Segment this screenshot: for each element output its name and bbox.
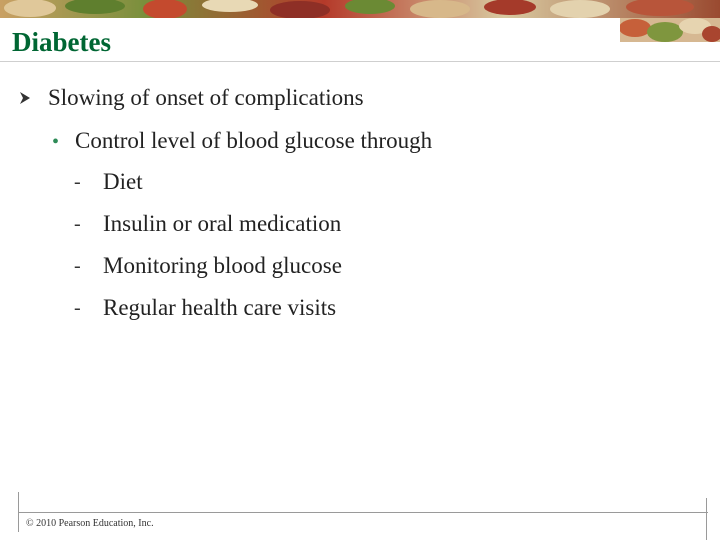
dash-bullet-icon: -: [74, 213, 81, 235]
title-divider: [0, 61, 720, 62]
food-banner-image: [0, 0, 720, 18]
dot-bullet-icon: •: [52, 131, 60, 153]
arrow-bullet-icon: [18, 84, 36, 112]
sub-item-diet: Diet: [103, 169, 143, 194]
food-banner-corner-image: [620, 18, 720, 42]
copyright-notice: © 2010 Pearson Education, Inc.: [26, 518, 154, 529]
footer-right-rule: [706, 498, 707, 540]
dash-bullet-icon: -: [74, 297, 81, 319]
bullet-level1-text: Slowing of onset of complications: [48, 85, 364, 110]
slide-title: Diabetes: [12, 27, 111, 57]
sub-item-monitoring: Monitoring blood glucose: [103, 253, 342, 278]
sub-item-insulin: Insulin or oral medication: [103, 211, 342, 236]
bullet-level2-text: Control level of blood glucose through: [75, 128, 433, 153]
sub-item-visits: Regular health care visits: [103, 295, 337, 320]
dash-bullet-icon: -: [74, 171, 81, 193]
footer-divider: [18, 512, 708, 513]
dash-bullet-icon: -: [74, 255, 81, 277]
